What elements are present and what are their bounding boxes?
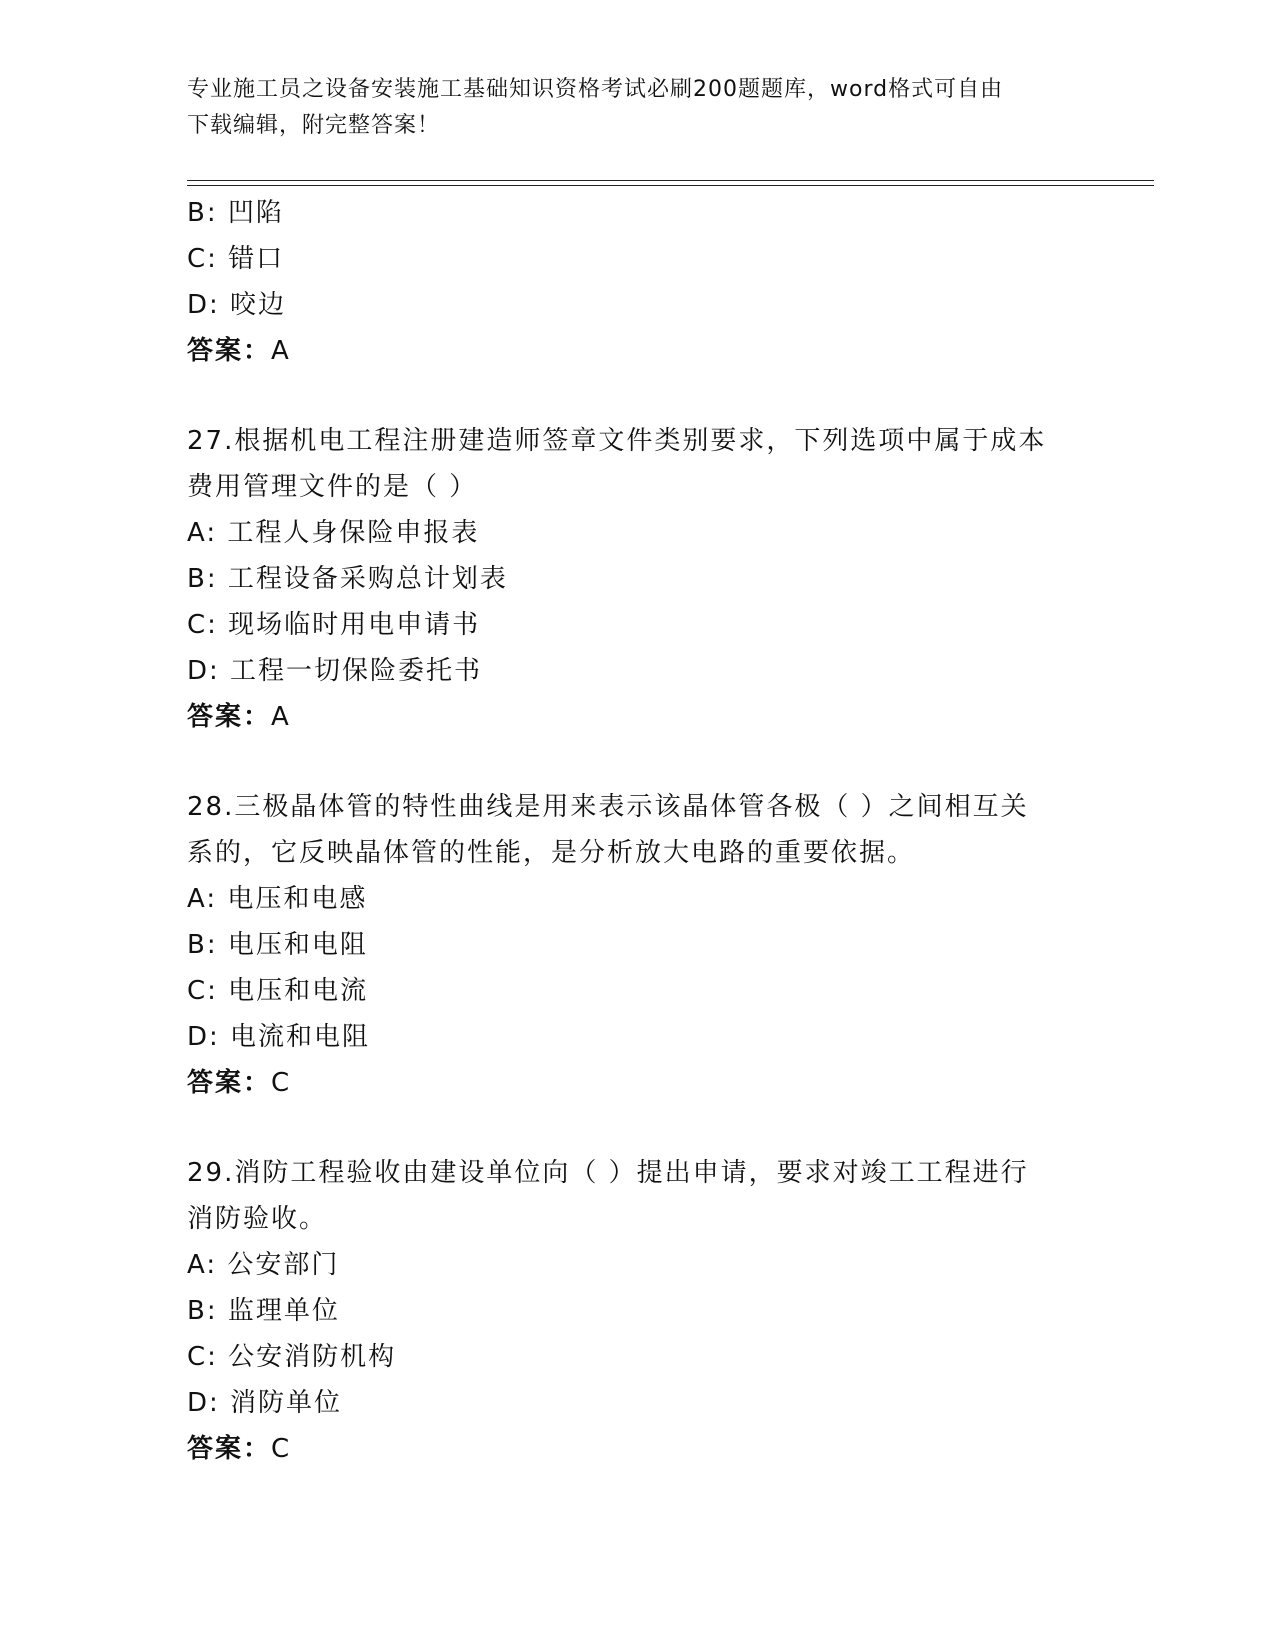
question-28 xyxy=(187,784,1087,1106)
option-d: D: 咬边 xyxy=(187,290,287,320)
option-b: B: 监理单位 xyxy=(187,1296,340,1326)
option-c: C: 现场临时用电申请书 xyxy=(187,610,481,640)
option-c: C: 错口 xyxy=(187,244,285,274)
answer-line xyxy=(187,328,1087,374)
option-a: A: 电压和电感 xyxy=(187,884,368,914)
answer-line xyxy=(187,694,1087,740)
answer-label: 答案： xyxy=(187,336,272,366)
header-line-2: 下载编辑，附完整答案！ xyxy=(187,113,441,138)
question-stem-line-1: 28.三极晶体管的特性曲线是用来表示该晶体管各极（ ）之间相互关 xyxy=(187,792,1029,822)
question-stem-line-2: 消防验收。 xyxy=(187,1204,328,1234)
option-b: B: 凹陷 xyxy=(187,198,284,228)
question-26-continuation xyxy=(187,190,1087,374)
header-divider-top xyxy=(187,180,1154,181)
question-stem-line-1: 27.根据机电工程注册建造师签章文件类别要求，下列选项中属于成本 xyxy=(187,426,1047,456)
option-c: C: 公安消防机构 xyxy=(187,1342,397,1372)
answer-label: 答案： xyxy=(187,1068,272,1098)
answer-line xyxy=(187,1426,1087,1472)
header-divider-bottom xyxy=(187,185,1154,186)
answer-label: 答案： xyxy=(187,702,272,732)
question-stem-line-1: 29.消防工程验收由建设单位向（ ）提出申请，要求对竣工工程进行 xyxy=(187,1158,1029,1188)
answer-value: A xyxy=(271,336,291,366)
answer-value: A xyxy=(271,702,291,732)
option-d: D: 消防单位 xyxy=(187,1388,343,1418)
answer-line xyxy=(187,1060,1087,1106)
question-stem-line-2: 系的，它反映晶体管的性能，是分析放大电路的重要依据。 xyxy=(187,838,916,868)
option-d: D: 工程一切保险委托书 xyxy=(187,656,483,686)
option-b: B: 电压和电阻 xyxy=(187,930,368,960)
option-c: C: 电压和电流 xyxy=(187,976,369,1006)
question-27 xyxy=(187,418,1087,740)
answer-value: C xyxy=(271,1434,292,1464)
question-list xyxy=(187,190,1087,1472)
document-header xyxy=(187,72,1087,144)
question-29 xyxy=(187,1150,1087,1472)
answer-label: 答案： xyxy=(187,1434,272,1464)
option-d: D: 电流和电阻 xyxy=(187,1022,371,1052)
option-b: B: 工程设备采购总计划表 xyxy=(187,564,508,594)
question-stem-line-2: 费用管理文件的是（ ） xyxy=(187,472,478,502)
option-a: A: 公安部门 xyxy=(187,1250,340,1280)
answer-value: C xyxy=(271,1068,292,1098)
option-a: A: 工程人身保险申报表 xyxy=(187,518,480,548)
header-line-1: 专业施工员之设备安装施工基础知识资格考试必刷200题题库，word格式可自由 xyxy=(187,77,1004,102)
